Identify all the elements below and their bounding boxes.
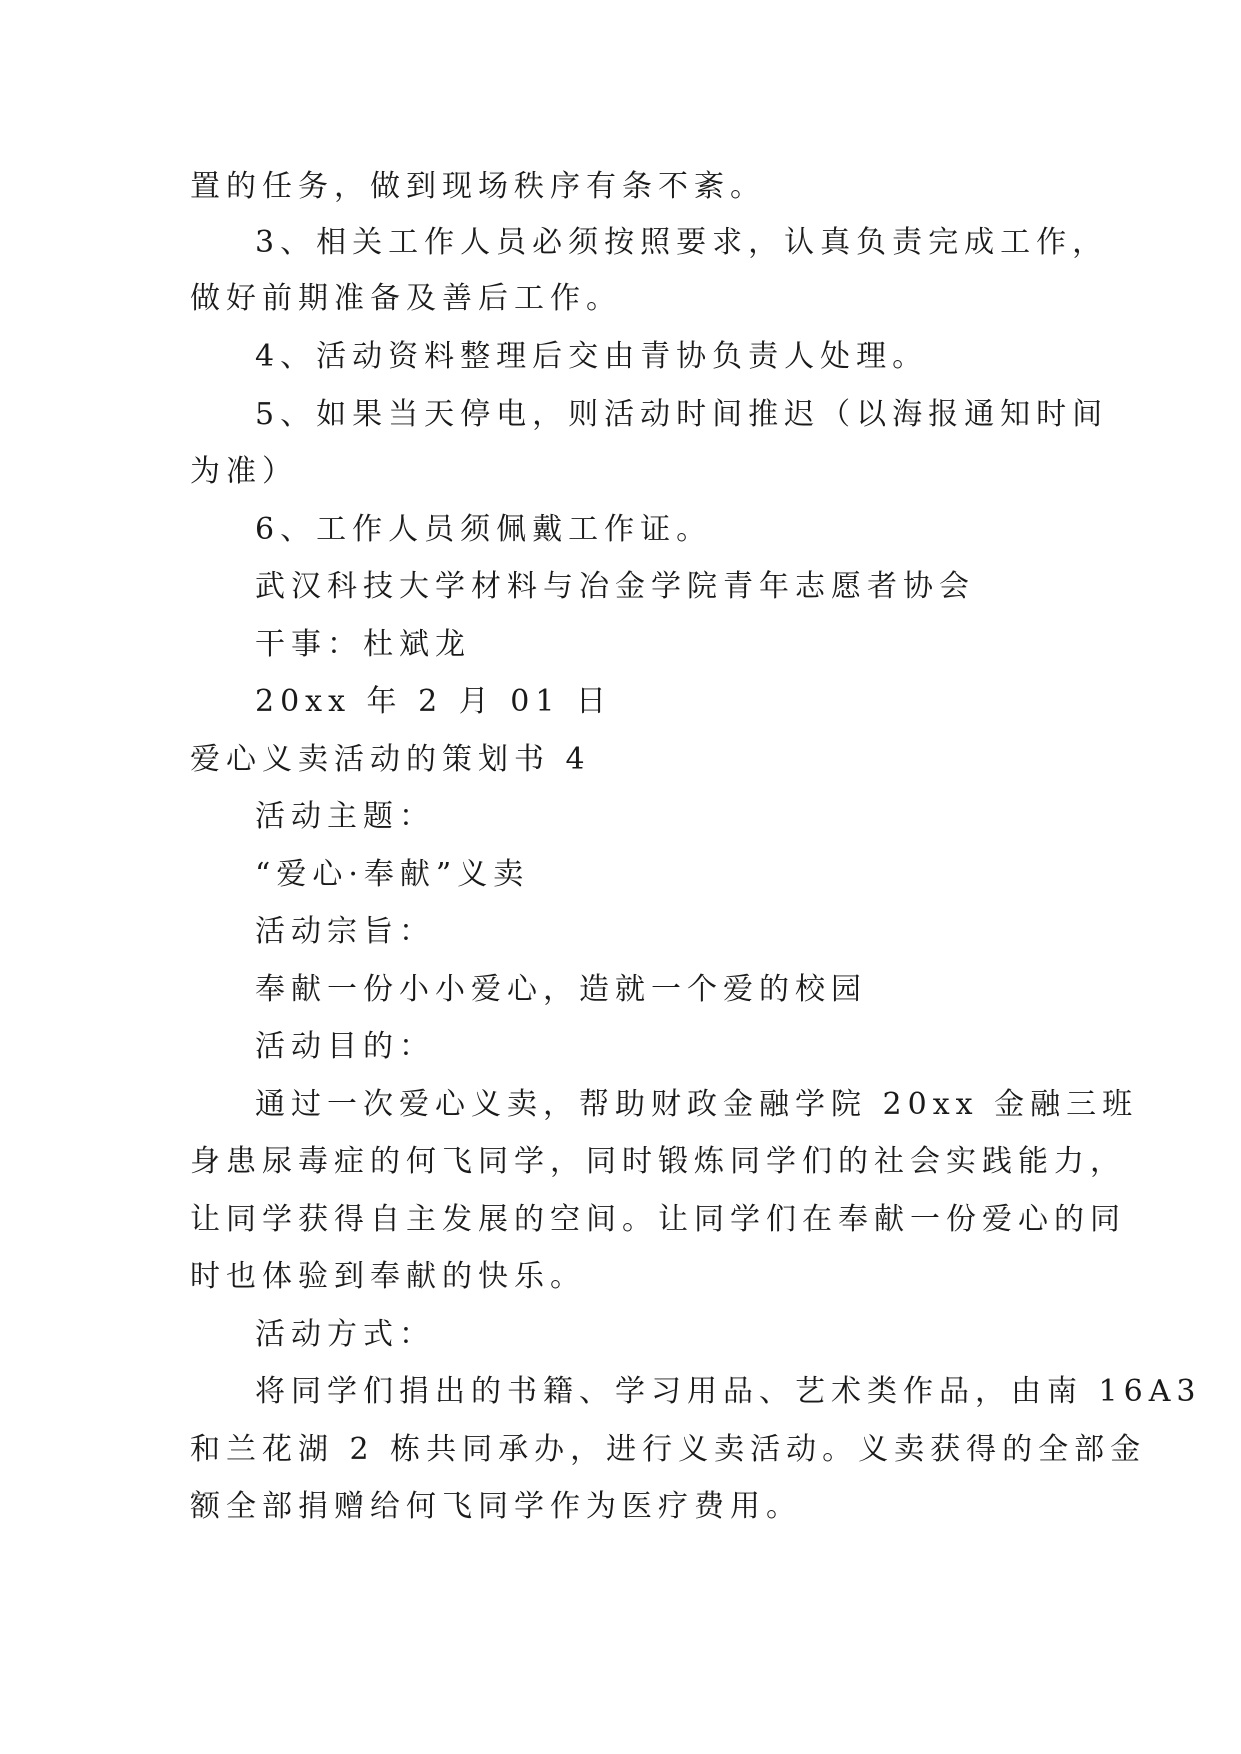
- paragraph-line: 4、活动资料整理后交由青协负责人处理。: [255, 339, 929, 374]
- signatory: 干事：杜斌龙: [255, 627, 471, 662]
- paragraph-line: 置的任务，做到现场秩序有条不紊。: [190, 169, 766, 204]
- heading-goal: 活动目的：: [255, 1029, 435, 1064]
- paragraph-line: 奉献一份小小爱心，造就一个爱的校园: [255, 972, 867, 1007]
- organization-name: 武汉科技大学材料与冶金学院青年志愿者协会: [255, 569, 975, 604]
- paragraph-line: 通过一次爱心义卖，帮助财政金融学院 20xx 金融三班: [255, 1087, 1139, 1122]
- paragraph-line: 5、如果当天停电，则活动时间推迟（以海报通知时间: [255, 397, 1109, 432]
- document-date: 20xx 年 2 月 01 日: [255, 684, 612, 719]
- paragraph-line: 让同学获得自主发展的空间。让同学们在奉献一份爱心的同: [190, 1202, 1126, 1237]
- heading-theme: 活动主题：: [255, 799, 435, 834]
- paragraph-line: 做好前期准备及善后工作。: [190, 281, 622, 316]
- heading-purpose: 活动宗旨：: [255, 914, 435, 949]
- paragraph-line: 6、工作人员须佩戴工作证。: [255, 512, 713, 547]
- paragraph-line: 额全部捐赠给何飞同学作为医疗费用。: [190, 1489, 802, 1524]
- paragraph-line: 3、相关工作人员必须按照要求，认真负责完成工作，: [255, 225, 1109, 260]
- heading-method: 活动方式：: [255, 1317, 435, 1352]
- paragraph-line: 身患尿毒症的何飞同学，同时锻炼同学们的社会实践能力，: [190, 1144, 1126, 1179]
- section-title: 爱心义卖活动的策划书 4: [190, 742, 591, 777]
- paragraph-line: 时也体验到奉献的快乐。: [190, 1259, 586, 1294]
- paragraph-line: 和兰花湖 2 栋共同承办，进行义卖活动。义卖获得的全部金: [190, 1432, 1147, 1467]
- paragraph-line: 将同学们捐出的书籍、学习用品、艺术类作品，由南 16A3: [255, 1374, 1202, 1409]
- paragraph-line: “爱心·奉献”义卖: [255, 857, 530, 892]
- paragraph-line: 为准）: [190, 454, 298, 489]
